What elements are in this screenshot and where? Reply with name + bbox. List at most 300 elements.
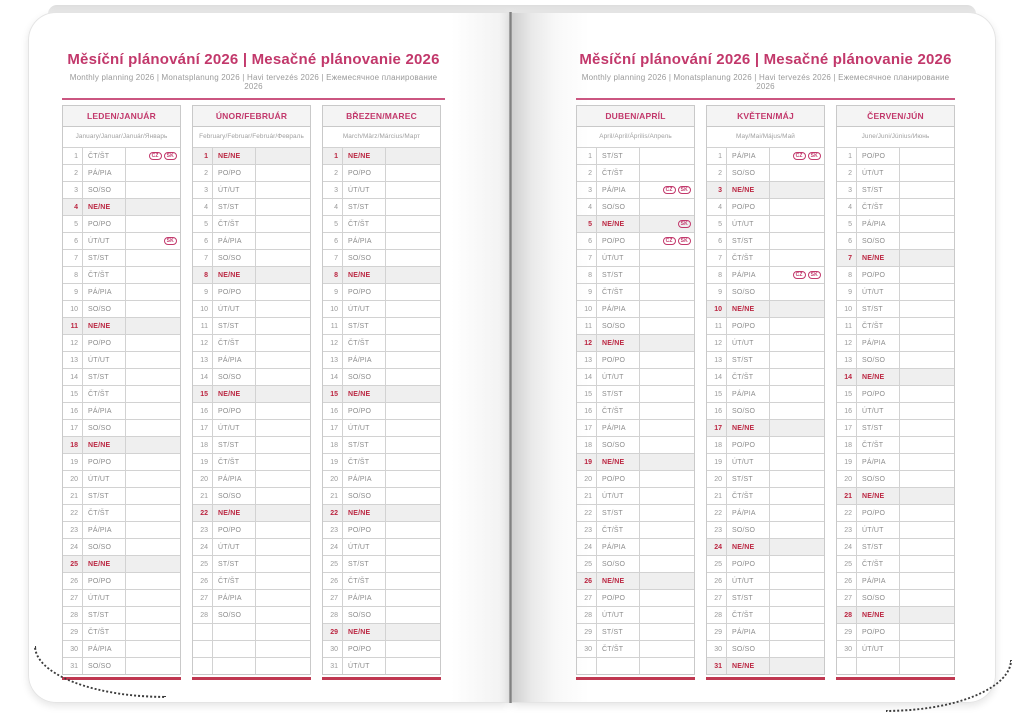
day-number: 3 [588, 186, 592, 194]
day-row [323, 249, 440, 266]
day-row [577, 232, 694, 249]
day-number: 7 [848, 254, 852, 262]
notes-cell [126, 165, 180, 181]
day-abbrev: ST/ST [596, 624, 640, 640]
page-left [28, 12, 509, 703]
day-number: 6 [718, 237, 722, 245]
day-row [707, 572, 824, 589]
notes-cell [386, 505, 440, 521]
day-abbrev: SO/SO [212, 488, 256, 504]
day-number: 14 [70, 373, 78, 381]
notes-cell [386, 641, 440, 657]
notes-cell [256, 556, 310, 572]
day-row [193, 368, 310, 385]
notes-cell [126, 505, 180, 521]
notes-cell [126, 437, 180, 453]
day-row [707, 368, 824, 385]
day-number: 1 [588, 152, 592, 160]
day-number: 27 [844, 594, 852, 602]
notes-cell [640, 284, 694, 300]
day-row [323, 487, 440, 504]
notes-cell [256, 437, 310, 453]
day-row [837, 232, 954, 249]
notes-cell [640, 437, 694, 453]
notes-cell [256, 250, 310, 266]
notes-cell [256, 454, 310, 470]
day-number: 2 [334, 169, 338, 177]
day-abbrev: ČT/ŠT [726, 250, 770, 266]
day-abbrev: PÁ/PIA [82, 522, 126, 538]
day-number: 26 [330, 577, 338, 585]
day-row [577, 419, 694, 436]
day-abbrev: ČT/ŠT [726, 607, 770, 623]
day-abbrev: SO/SO [342, 488, 386, 504]
day-row [193, 283, 310, 300]
notes-cell [770, 539, 824, 555]
day-row [577, 334, 694, 351]
day-number: 16 [584, 407, 592, 415]
notes-cell [386, 590, 440, 606]
day-abbrev: SO/SO [596, 318, 640, 334]
day-number: 14 [714, 373, 722, 381]
day-abbrev: ČT/ŠT [82, 267, 126, 283]
day-abbrev: ČT/ŠT [342, 573, 386, 589]
day-abbrev: ČT/ŠT [856, 199, 900, 215]
day-number: 2 [204, 169, 208, 177]
day-abbrev: ÚT/UT [726, 454, 770, 470]
day-abbrev: SO/SO [856, 590, 900, 606]
notes-cell [900, 165, 954, 181]
month-underline [706, 677, 825, 680]
day-row [193, 538, 310, 555]
notes-cell [386, 335, 440, 351]
day-number: 9 [588, 288, 592, 296]
day-abbrev: NE/NE [212, 267, 256, 283]
day-abbrev: PÁ/PIA [726, 624, 770, 640]
day-abbrev: PO/PO [82, 573, 126, 589]
day-abbrev [212, 624, 256, 640]
day-row [63, 470, 180, 487]
day-abbrev: PÁ/PIA [342, 233, 386, 249]
day-number: 7 [334, 254, 338, 262]
notes-cell [256, 488, 310, 504]
notes-cell [256, 318, 310, 334]
day-number: 20 [714, 475, 722, 483]
day-row [577, 402, 694, 419]
day-abbrev: ÚT/UT [342, 539, 386, 555]
day-number: 7 [74, 254, 78, 262]
day-abbrev: PO/PO [726, 318, 770, 334]
day-abbrev: ST/ST [596, 386, 640, 402]
day-number: 15 [584, 390, 592, 398]
day-abbrev: ÚT/UT [82, 233, 126, 249]
notes-cell [126, 624, 180, 640]
notes-cell [900, 216, 954, 232]
day-row [707, 385, 824, 402]
day-row [837, 215, 954, 232]
day-row [63, 249, 180, 266]
day-abbrev: PO/PO [596, 471, 640, 487]
day-number: 1 [334, 152, 338, 160]
day-number: 8 [74, 271, 78, 279]
day-row [63, 555, 180, 572]
day-number: 7 [588, 254, 592, 262]
notes-cell [126, 488, 180, 504]
day-abbrev: PO/PO [82, 335, 126, 351]
day-row [193, 572, 310, 589]
notes-cell [770, 403, 824, 419]
day-abbrev: ČT/ŠT [596, 403, 640, 419]
notes-cell [256, 641, 310, 657]
day-number: 10 [714, 305, 722, 313]
day-number: 29 [70, 628, 78, 636]
day-abbrev: ČT/ŠT [596, 284, 640, 300]
day-row [707, 623, 824, 640]
day-abbrev: PÁ/PIA [856, 454, 900, 470]
notes-cell [770, 148, 824, 164]
day-row [707, 436, 824, 453]
day-number: 26 [200, 577, 208, 585]
notes-cell [126, 522, 180, 538]
notes-cell [386, 318, 440, 334]
day-abbrev: NE/NE [856, 488, 900, 504]
notes-cell [640, 539, 694, 555]
day-abbrev [212, 641, 256, 657]
day-number: 4 [848, 203, 852, 211]
day-abbrev: PÁ/PIA [596, 301, 640, 317]
day-abbrev [596, 658, 640, 674]
month-grid [576, 105, 695, 675]
day-abbrev: NE/NE [596, 573, 640, 589]
day-number: 3 [848, 186, 852, 194]
day-row [837, 249, 954, 266]
month-underline [192, 677, 311, 680]
day-row [63, 623, 180, 640]
day-row [63, 504, 180, 521]
holiday-badge-cz: CZ [793, 271, 806, 279]
day-number: 6 [588, 237, 592, 245]
day-number: 23 [714, 526, 722, 534]
notes-cell [126, 573, 180, 589]
day-abbrev: NE/NE [212, 505, 256, 521]
day-number [577, 658, 596, 674]
notes-cell [640, 352, 694, 368]
notes-cell [900, 420, 954, 436]
day-number: 15 [200, 390, 208, 398]
day-row [837, 606, 954, 623]
holiday-badge-cz: CZ [149, 152, 162, 160]
notes-cell [900, 522, 954, 538]
months-left [62, 105, 445, 680]
day-abbrev: ÚT/UT [82, 471, 126, 487]
day-number: 31 [714, 662, 722, 670]
day-number: 21 [844, 492, 852, 500]
day-number: 22 [330, 509, 338, 517]
day-row [577, 283, 694, 300]
day-abbrev: NE/NE [342, 505, 386, 521]
day-number: 3 [334, 186, 338, 194]
notes-cell [256, 165, 310, 181]
day-row [707, 334, 824, 351]
day-abbrev: PÁ/PIA [726, 267, 770, 283]
day-abbrev: NE/NE [726, 301, 770, 317]
notes-cell [900, 556, 954, 572]
day-number: 21 [200, 492, 208, 500]
day-number: 28 [330, 611, 338, 619]
notes-cell [640, 607, 694, 623]
day-row [707, 283, 824, 300]
empty-row [193, 623, 310, 640]
day-row [577, 317, 694, 334]
day-abbrev: PÁ/PIA [82, 641, 126, 657]
notes-cell [900, 182, 954, 198]
day-row [193, 215, 310, 232]
corner-stitch-right [886, 660, 1012, 712]
day-number: 25 [714, 560, 722, 568]
day-row [707, 538, 824, 555]
day-row [63, 453, 180, 470]
day-number: 9 [204, 288, 208, 296]
day-row [837, 317, 954, 334]
month-table [706, 105, 825, 680]
notes-cell [770, 352, 824, 368]
day-abbrev: ČT/ŠT [596, 165, 640, 181]
day-number: 14 [200, 373, 208, 381]
day-abbrev: ST/ST [726, 590, 770, 606]
day-number: 17 [70, 424, 78, 432]
day-abbrev: NE/NE [82, 437, 126, 453]
empty-row [193, 657, 310, 674]
day-row [837, 198, 954, 215]
notes-cell [386, 522, 440, 538]
day-row [193, 232, 310, 249]
notes-cell [386, 216, 440, 232]
empty-row [577, 657, 694, 674]
day-row [577, 436, 694, 453]
day-number: 11 [584, 322, 592, 330]
day-number: 1 [718, 152, 722, 160]
day-abbrev: PÁ/PIA [212, 471, 256, 487]
notes-cell [770, 488, 824, 504]
day-abbrev: SO/SO [212, 369, 256, 385]
day-number [193, 641, 212, 657]
notes-cell [256, 182, 310, 198]
notes-cell [640, 267, 694, 283]
day-abbrev: ČT/ŠT [212, 335, 256, 351]
months-right [576, 105, 955, 680]
notes-cell [386, 165, 440, 181]
notes-cell [386, 454, 440, 470]
notes-cell [900, 437, 954, 453]
day-row [577, 147, 694, 164]
day-abbrev: NE/NE [856, 369, 900, 385]
notes-cell [386, 471, 440, 487]
day-row [577, 181, 694, 198]
notes-cell [386, 267, 440, 283]
day-number: 18 [200, 441, 208, 449]
day-number: 27 [200, 594, 208, 602]
day-abbrev: PO/PO [856, 267, 900, 283]
day-row [837, 589, 954, 606]
holiday-badge-sk: SK [808, 271, 821, 279]
day-row [323, 572, 440, 589]
day-abbrev: NE/NE [212, 148, 256, 164]
notes-cell [900, 369, 954, 385]
notes-cell [900, 250, 954, 266]
notes-cell [900, 505, 954, 521]
day-number: 4 [74, 203, 78, 211]
day-row [323, 334, 440, 351]
day-row [63, 589, 180, 606]
day-row [837, 147, 954, 164]
notes-cell [770, 437, 824, 453]
day-abbrev: NE/NE [82, 318, 126, 334]
notes-cell [386, 556, 440, 572]
notes-cell [770, 505, 824, 521]
notes-cell [770, 522, 824, 538]
notes-cell [126, 556, 180, 572]
day-number: 15 [330, 390, 338, 398]
empty-row [193, 640, 310, 657]
notes-cell [640, 301, 694, 317]
notes-cell [900, 471, 954, 487]
day-number: 8 [718, 271, 722, 279]
holiday-badge-cz: CZ [793, 152, 806, 160]
day-row [837, 419, 954, 436]
day-abbrev: ČT/ŠT [596, 522, 640, 538]
day-number: 28 [584, 611, 592, 619]
day-row [707, 249, 824, 266]
day-abbrev: SO/SO [212, 250, 256, 266]
day-number: 25 [70, 560, 78, 568]
day-abbrev: ÚT/UT [856, 641, 900, 657]
day-abbrev: ČT/ŠT [82, 148, 126, 164]
notes-cell [900, 539, 954, 555]
day-abbrev: PO/PO [596, 233, 640, 249]
notes-cell [126, 301, 180, 317]
day-abbrev: NE/NE [342, 386, 386, 402]
day-abbrev: ST/ST [726, 471, 770, 487]
day-abbrev: NE/NE [726, 658, 770, 674]
notes-cell [900, 607, 954, 623]
notes-cell [386, 182, 440, 198]
day-number: 25 [584, 560, 592, 568]
notes-cell [770, 471, 824, 487]
day-number: 6 [204, 237, 208, 245]
day-row [193, 334, 310, 351]
day-abbrev: ÚT/UT [856, 522, 900, 538]
notes-cell [386, 403, 440, 419]
day-abbrev: PO/PO [342, 641, 386, 657]
day-number: 5 [74, 220, 78, 228]
day-abbrev: NE/NE [82, 556, 126, 572]
day-number: 8 [334, 271, 338, 279]
holiday-badge-sk: SK [678, 237, 691, 245]
day-row [63, 147, 180, 164]
day-number: 27 [70, 594, 78, 602]
day-abbrev: ČT/ŠT [726, 488, 770, 504]
day-number: 28 [844, 611, 852, 619]
day-abbrev: SO/SO [726, 403, 770, 419]
day-number: 19 [70, 458, 78, 466]
day-row [63, 436, 180, 453]
day-abbrev: PÁ/PIA [856, 573, 900, 589]
day-row [837, 504, 954, 521]
day-number: 19 [714, 458, 722, 466]
day-number: 17 [584, 424, 592, 432]
day-row [577, 572, 694, 589]
notes-cell [770, 624, 824, 640]
day-row [193, 555, 310, 572]
notes-cell [640, 556, 694, 572]
holiday-badge-sk: SK [164, 237, 177, 245]
day-row [193, 266, 310, 283]
notes-cell [900, 318, 954, 334]
day-abbrev [212, 658, 256, 674]
day-row [323, 181, 440, 198]
month-grid [62, 105, 181, 675]
title-rule [62, 98, 445, 100]
holiday-badge-sk: SK [808, 152, 821, 160]
notes-cell [770, 318, 824, 334]
day-row [837, 453, 954, 470]
day-number [837, 658, 856, 674]
day-abbrev: PO/PO [596, 352, 640, 368]
day-number: 11 [70, 322, 78, 330]
notes-cell [640, 403, 694, 419]
notes-cell [256, 420, 310, 436]
day-number: 26 [844, 577, 852, 585]
day-abbrev: SO/SO [726, 641, 770, 657]
notes-cell [770, 386, 824, 402]
day-row [707, 555, 824, 572]
day-abbrev: PÁ/PIA [596, 539, 640, 555]
day-number: 27 [714, 594, 722, 602]
day-abbrev: SO/SO [856, 233, 900, 249]
day-number: 21 [70, 492, 78, 500]
notes-cell [256, 573, 310, 589]
day-row [63, 538, 180, 555]
day-abbrev: PO/PO [212, 284, 256, 300]
day-number: 10 [200, 305, 208, 313]
day-abbrev: PÁ/PIA [596, 182, 640, 198]
notes-cell [256, 301, 310, 317]
day-number: 15 [714, 390, 722, 398]
day-number: 13 [844, 356, 852, 364]
day-number: 22 [70, 509, 78, 517]
day-abbrev: NE/NE [596, 335, 640, 351]
day-abbrev: SO/SO [82, 301, 126, 317]
day-number: 5 [718, 220, 722, 228]
day-row [837, 164, 954, 181]
notes-cell [386, 284, 440, 300]
day-row [707, 606, 824, 623]
day-row [323, 453, 440, 470]
holiday-badge-cz: CZ [663, 237, 676, 245]
day-number: 22 [714, 509, 722, 517]
day-abbrev: NE/NE [856, 607, 900, 623]
day-number: 1 [848, 152, 852, 160]
day-row [193, 385, 310, 402]
day-number: 26 [70, 577, 78, 585]
notes-cell [256, 284, 310, 300]
day-number: 6 [74, 237, 78, 245]
day-number: 5 [334, 220, 338, 228]
day-row [577, 453, 694, 470]
day-abbrev: SO/SO [856, 471, 900, 487]
day-abbrev: SO/SO [342, 250, 386, 266]
day-abbrev: ČT/ŠT [82, 505, 126, 521]
